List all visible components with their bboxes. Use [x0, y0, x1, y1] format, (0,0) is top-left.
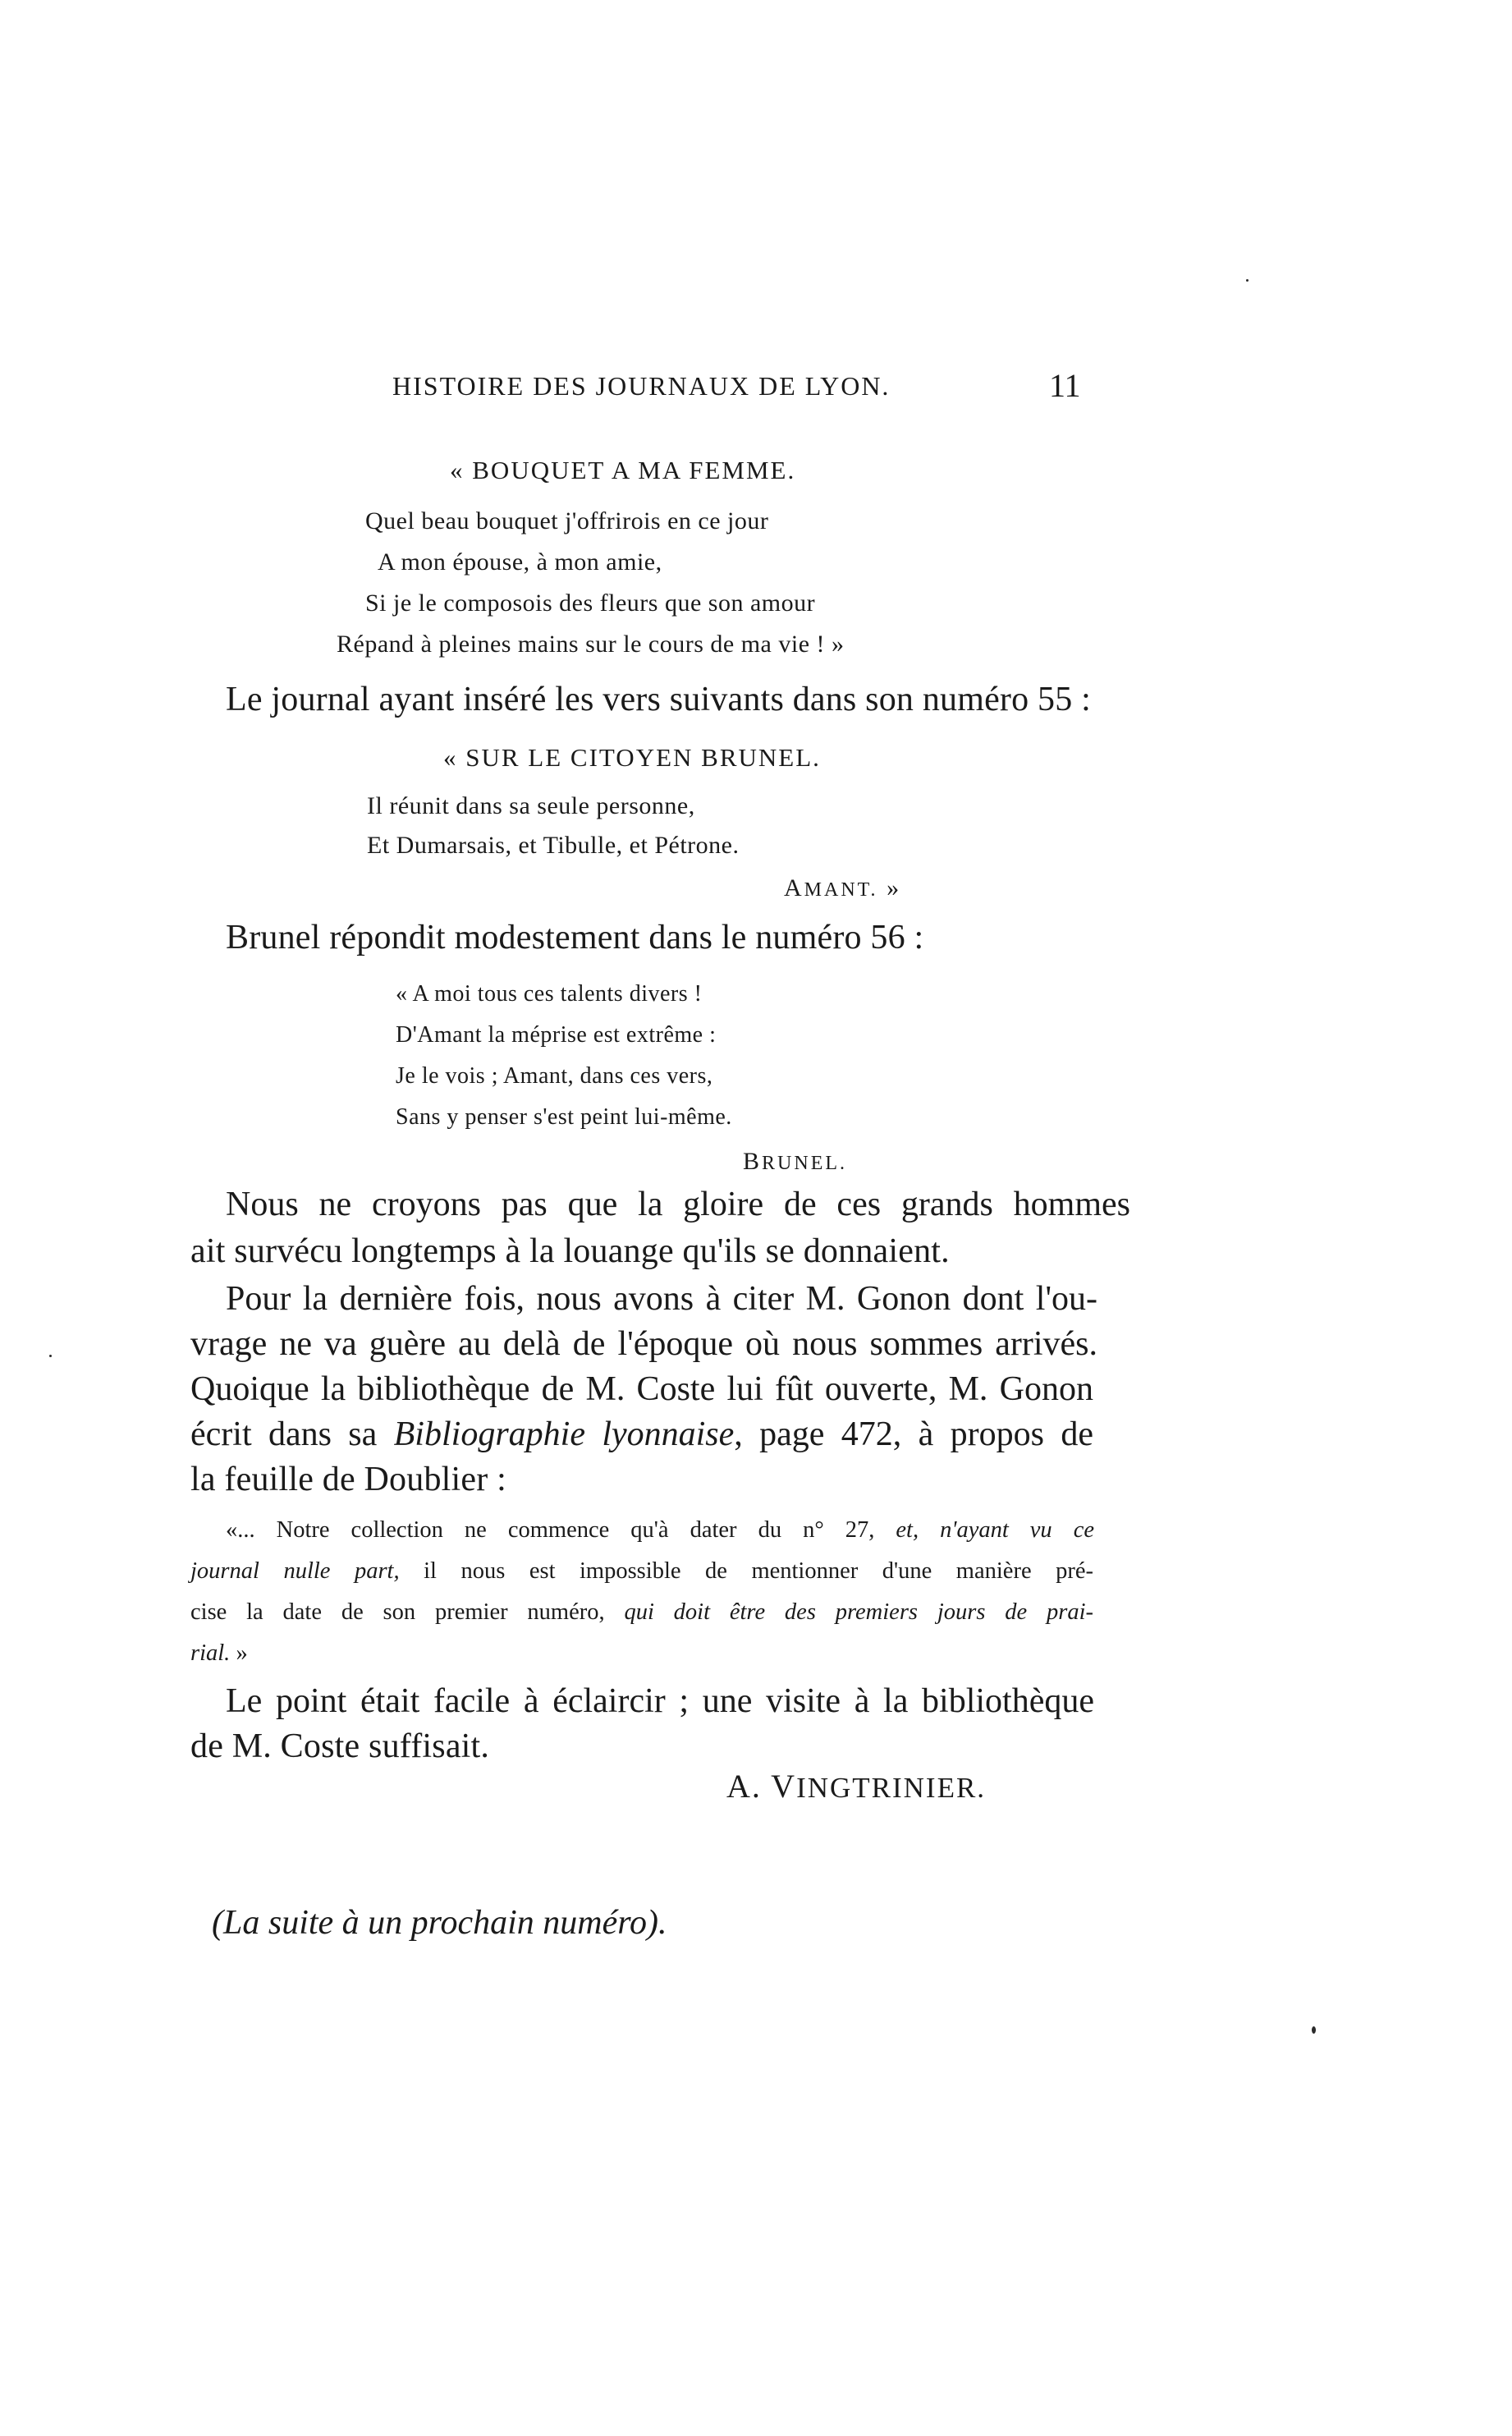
- intro-paragraph: Brunel répondit modestement dans le numéro 56 :: [226, 919, 924, 957]
- continued-note: (La suite à un prochain numéro).: [212, 1904, 667, 1942]
- scan-speck: [49, 1355, 52, 1357]
- page-number: 11: [1049, 367, 1081, 404]
- poem-title-bouquet: « BOUQUET A MA FEMME.: [450, 456, 796, 484]
- book-title: Bibliographie lyonnaise: [393, 1415, 735, 1453]
- poem-line: Je le vois ; Amant, dans ces vers,: [396, 1063, 713, 1089]
- intro-paragraph: Le journal ayant inséré les vers suivants dans son numéro 55 :: [226, 681, 1091, 718]
- body-paragraph-line: de M. Coste suffisait.: [190, 1727, 490, 1765]
- author-signature: A. VINGTRINIER.: [726, 1768, 987, 1805]
- body-paragraph-line: écrit dans sa Bibliographie lyonnaise, page 472, à propos de: [190, 1415, 1093, 1453]
- body-paragraph-line: Le point était facile à éclaircir ; une visite à la bibliothèque: [226, 1682, 1094, 1720]
- body-paragraph-line: la feuille de Doublier :: [190, 1461, 506, 1498]
- quote-line: rial. »: [190, 1640, 248, 1666]
- poem-line: Quel beau bouquet j'offrirois en ce jour: [365, 507, 769, 534]
- poem-signature-brunel: BRUNEL.: [743, 1148, 848, 1175]
- poem-line: « A moi tous ces talents divers !: [396, 981, 703, 1007]
- poem-line: Sans y penser s'est peint lui-même.: [396, 1104, 732, 1130]
- body-paragraph-line: vrage ne va guère au delà de l'époque où nous sommes arrivés.: [190, 1325, 1097, 1363]
- scan-speck: [1312, 2026, 1316, 2034]
- quote-line: «... Notre collection ne commence qu'à dater du n° 27, et, n'ayant vu ce: [226, 1517, 1094, 1543]
- running-title: HISTOIRE DES JOURNAUX DE LYON.: [392, 371, 891, 401]
- poem-title-brunel: « SUR LE CITOYEN BRUNEL.: [443, 743, 821, 772]
- body-paragraph-line: Quoique la bibliothèque de M. Coste lui fût ouverte, M. Gonon: [190, 1370, 1093, 1408]
- poem-line: Si je le composois des fleurs que son amour: [365, 590, 816, 617]
- scan-speck: [1246, 279, 1249, 282]
- poem-line: D'Amant la méprise est extrême :: [396, 1022, 717, 1048]
- body-paragraph-line: Nous ne croyons pas que la gloire de ces grands hommes: [226, 1186, 1130, 1223]
- poem-line: Répand à pleines mains sur le cours de ma vie ! »: [337, 631, 845, 658]
- poem-line: Et Dumarsais, et Tibulle, et Pétrone.: [367, 832, 740, 859]
- poem-line: Il réunit dans sa seule personne,: [367, 792, 695, 819]
- quote-line: journal nulle part, il nous est impossible de mentionner d'une manière pré-: [190, 1558, 1093, 1584]
- quote-line: cise la date de son premier numéro, qui doit être des premiers jours de prai-: [190, 1599, 1093, 1625]
- poem-line: A mon épouse, à mon amie,: [378, 548, 662, 576]
- body-paragraph-line: ait survécu longtemps à la louange qu'ils se donnaient.: [190, 1232, 950, 1270]
- poem-signature-amant: AMANT. »: [784, 874, 902, 901]
- body-paragraph-line: Pour la dernière fois, nous avons à citer M. Gonon dont l'ou-: [226, 1280, 1097, 1318]
